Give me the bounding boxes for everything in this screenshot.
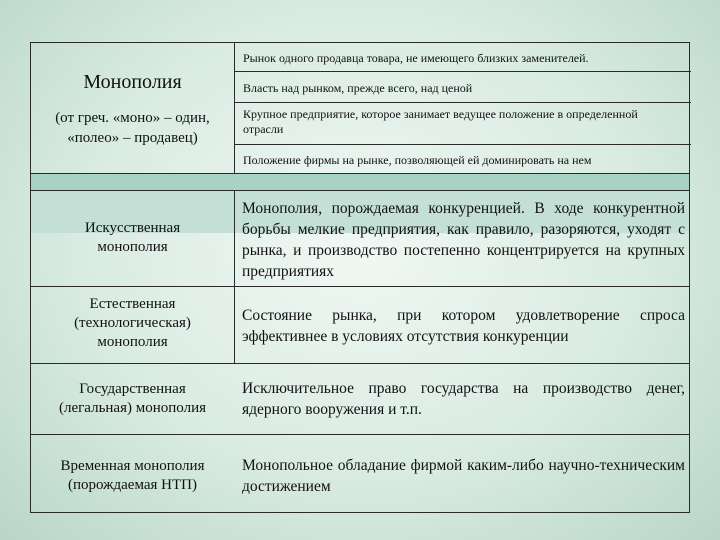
term-line: Государственная — [79, 381, 186, 397]
term-artificial-monopoly — [31, 219, 234, 257]
term-temporary-monopoly — [31, 457, 234, 495]
divider — [31, 434, 689, 435]
term-line: Естественная — [89, 296, 176, 312]
term-origin-line2: «полео» – продавец) — [67, 130, 198, 146]
column-divider — [234, 190, 235, 363]
definition-natural-monopoly: Состояние рынка, при котором удовлетворение спроса эффективнее в условиях отсутствия конкуренции — [242, 307, 685, 345]
term-title: Монополия — [83, 71, 182, 93]
definition-1: Рынок одного продавца товара, не имеющего близких заменителей. — [243, 51, 589, 65]
definition-4: Положение фирмы на рынке, позволяющей ей доминировать на нем — [243, 153, 592, 167]
term-line: Искусственная — [84, 220, 181, 236]
divider — [234, 144, 691, 145]
definition-2: Власть над рынком, прежде всего, над ценой — [243, 81, 473, 95]
definition-artificial-monopoly: Монополия, порождаемая конкуренцией. В ходе конкурентной борьбы мелкие предприятия, как правило, разоряются, уходят с рынка, и производство постепенно концентрируется на крупных предприятиях — [242, 200, 685, 280]
definition-temporary-monopoly: Монопольное обладание фирмой каким-либо научно-техническим достижением — [242, 457, 685, 495]
divider — [31, 286, 689, 287]
column-divider — [234, 43, 235, 173]
divider — [31, 173, 689, 174]
term-natural-monopoly — [31, 295, 234, 352]
divider — [234, 71, 691, 72]
monopoly-table — [30, 42, 690, 513]
divider — [31, 363, 689, 364]
term-line: (легальная) монополия — [59, 400, 206, 416]
term-state-monopoly — [31, 380, 234, 418]
term-line: монополия — [97, 334, 168, 350]
term-line: Временная монополия — [60, 458, 205, 474]
divider — [234, 102, 691, 103]
term-line: (технологическая) — [74, 315, 191, 331]
term-origin-line1: (от греч. «моно» – один, — [55, 110, 210, 126]
term-monopoly — [31, 71, 234, 94]
divider — [31, 190, 689, 191]
definition-state-monopoly: Исключительное право государства на производство денег, ядерного вооружения и т.п. — [242, 380, 685, 418]
separator-band — [31, 173, 689, 190]
term-line: (порождаемая НТП) — [68, 477, 197, 493]
term-line: монополия — [97, 239, 168, 255]
term-origin — [31, 108, 234, 148]
definition-3: Крупное предприятие, которое занимает ведущее положение в определенной отрасли — [243, 107, 638, 136]
